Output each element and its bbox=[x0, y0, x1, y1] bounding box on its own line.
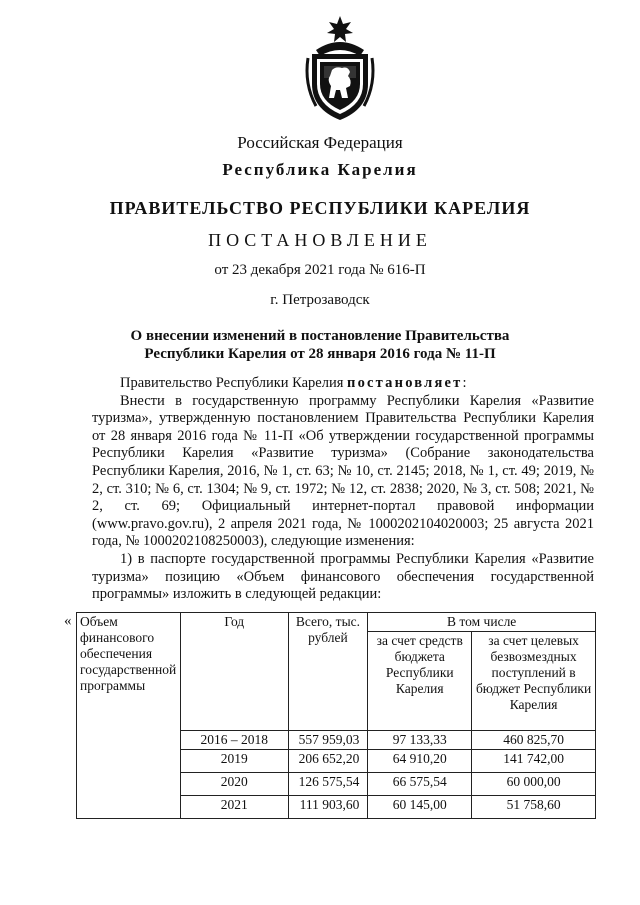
title-line-1: О внесении изменений в постановление Правительства bbox=[130, 328, 510, 344]
document-title bbox=[0, 327, 640, 363]
cell-year: 2019 bbox=[180, 750, 288, 773]
cell-year: 2020 bbox=[180, 773, 288, 796]
republic-name: Республика Карелия bbox=[222, 160, 418, 179]
paragraph-amendments: Внести в государственную программу Республики Карелия «Развитие туризма», утвержденную постановлением Правительства Республики Карелия от 28 января 2016 года № 11-П «Об утверждении государственной программы Республики Карелия «Развитие туризма» (Собрание законодательства Республики Карелия, 2016, № 1, ст. 63; № 10, ст. 2145; 2018, № 1, ст. 49; 2019, № 2, ст. 310; № 6, ст. 1304; № 9, ст. 1972; № 12, ст. 2838; 2020, № 3, ст. 508; 2021, № 2, ст. 69; Официальный интернет-портал правовой информации (www.pravo.gov.ru), 2 апреля 2021 года, № 1000202104020003; 25 августа 2021 года, № 1000202108250003), следующие изменения: bbox=[92, 392, 594, 550]
document-type: ПОСТАНОВЛЕНИЕ bbox=[208, 230, 432, 250]
title-line-2: Республики Карелия от 28 января 2016 года № 11-П bbox=[144, 346, 496, 362]
header-budget: за счет средств бюджета Республики Карелия bbox=[368, 632, 472, 731]
country-name: Российская Федерация bbox=[237, 133, 403, 152]
cell-budget: 64 910,20 bbox=[368, 750, 472, 773]
financing-table bbox=[76, 612, 596, 819]
resolves-word: постановляет bbox=[347, 375, 463, 391]
paragraph-item-1: 1) в паспорте государственной программы Республики Карелия «Развитие туризма» позицию «Объем финансового обеспечения государственной программы» изложить в следующей редакции: bbox=[92, 550, 594, 603]
table-header-row bbox=[77, 613, 596, 632]
coat-of-arms-emblem bbox=[302, 14, 378, 122]
cell-grants: 460 825,70 bbox=[472, 731, 596, 750]
date-line: от 23 декабря 2021 года № 616-П bbox=[214, 262, 426, 278]
cell-grants: 51 758,60 bbox=[472, 796, 596, 819]
opening-quote: « bbox=[64, 613, 72, 629]
cell-budget: 66 575,54 bbox=[368, 773, 472, 796]
cell-total: 111 903,60 bbox=[288, 796, 368, 819]
cell-total: 126 575,54 bbox=[288, 773, 368, 796]
cell-total: 557 959,03 bbox=[288, 731, 368, 750]
government-name: ПРАВИТЕЛЬСТВО РЕСПУБЛИКИ КАРЕЛИЯ bbox=[109, 198, 531, 218]
cell-total: 206 652,20 bbox=[288, 750, 368, 773]
header-year: Год bbox=[180, 613, 288, 731]
cell-grants: 60 000,00 bbox=[472, 773, 596, 796]
header-total: Всего, тыс. рублей bbox=[288, 613, 368, 731]
row-label-cell: Объем финансового обеспечения государственной программы bbox=[77, 613, 181, 819]
header-including: В том числе bbox=[368, 613, 596, 632]
cell-grants: 141 742,00 bbox=[472, 750, 596, 773]
paragraph-resolves: Правительство Республики Карелия постановляет: bbox=[120, 375, 467, 391]
city: г. Петрозаводск bbox=[270, 292, 370, 308]
cell-budget: 97 133,33 bbox=[368, 731, 472, 750]
document-body bbox=[92, 375, 594, 604]
cell-budget: 60 145,00 bbox=[368, 796, 472, 819]
cell-year: 2021 bbox=[180, 796, 288, 819]
cell-year: 2016 – 2018 bbox=[180, 731, 288, 750]
header-grants: за счет целевых безвозмездных поступлений в бюджет Республики Карелия bbox=[472, 632, 596, 731]
